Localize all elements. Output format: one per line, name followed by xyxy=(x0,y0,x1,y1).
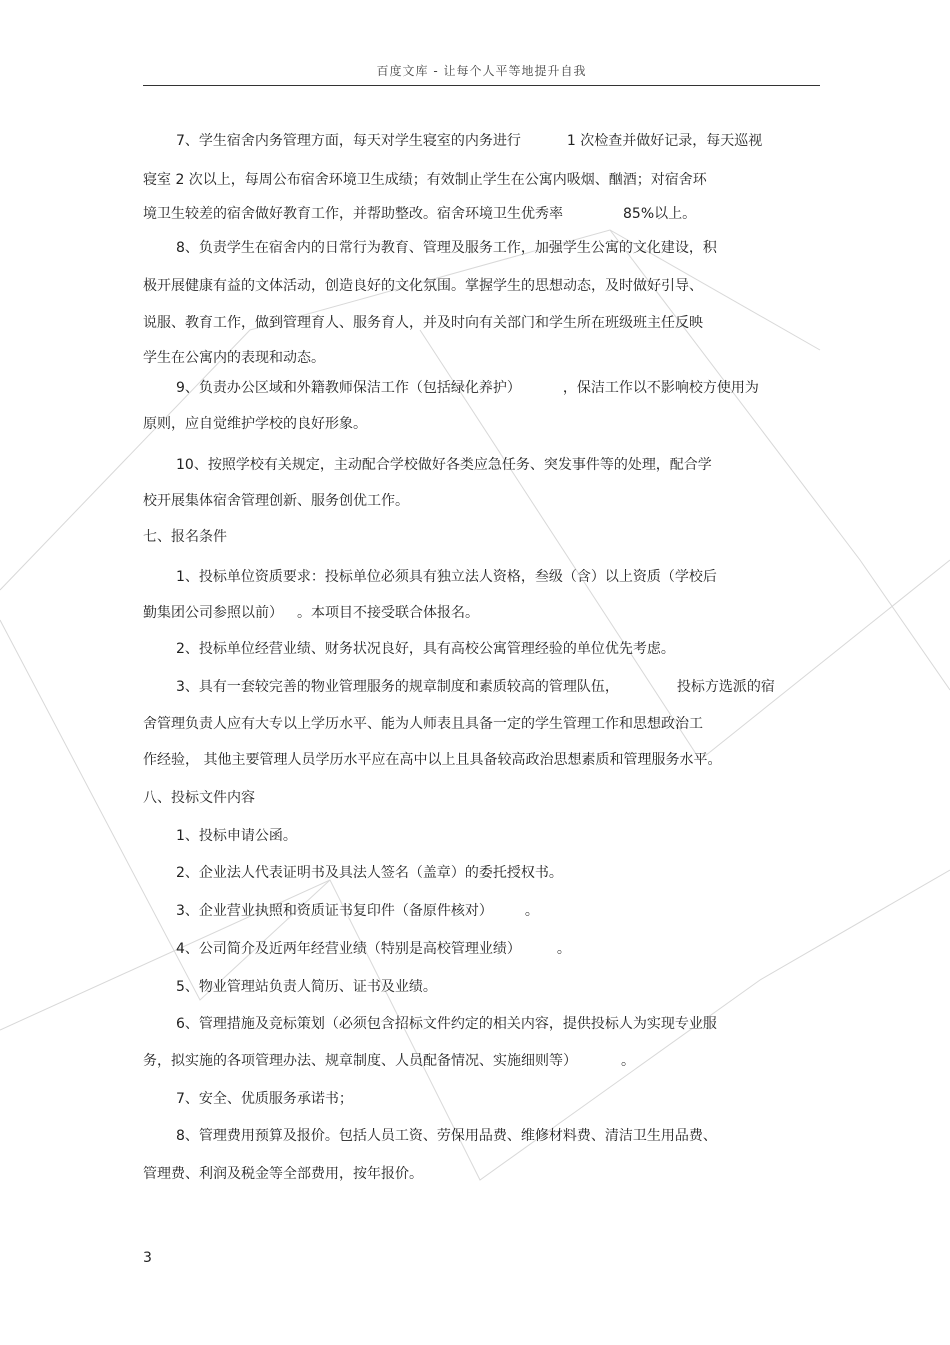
list-item: 7、安全、优质服务承诺书； xyxy=(176,1091,353,1107)
paragraph-line: 原则，应自觉维护学校的良好形象。 xyxy=(143,416,367,432)
paragraph-line: 7、学生宿舍内务管理方面，每天对学生寝室的内务进行 1 次检查并做好记录，每天巡视 xyxy=(176,133,763,149)
paragraph-line: 境卫生较差的宿舍做好教育工作，并帮助整改。宿舍环境卫生优秀率 85%以上。 xyxy=(143,206,697,222)
paragraph-line: 8、负责学生在宿舍内的日常行为教育、管理及服务工作，加强学生公寓的文化建设，积 xyxy=(176,240,717,256)
section-heading: 七、报名条件 xyxy=(143,529,227,545)
paragraph-line: 说服、教育工作，做到管理育人、服务育人，并及时向有关部门和学生所在班级班主任反映 xyxy=(143,315,703,331)
list-item: 2、企业法人代表证明书及具法人签名（盖章）的委托授权书。 xyxy=(176,865,563,881)
section-heading: 八、投标文件内容 xyxy=(143,790,255,806)
paragraph-line: 3、具有一套较完善的物业管理服务的规章制度和素质较高的管理队伍， 投标方选派的宿 xyxy=(176,679,775,695)
paragraph-line: 学生在公寓内的表现和动态。 xyxy=(143,350,325,366)
paragraph-line: 勤集团公司参照以前） 。本项目不接受联合体报名。 xyxy=(143,605,479,621)
paragraph-line: 9、负责办公区域和外籍教师保洁工作（包括绿化养护） ，保洁工作以不影响校方使用为 xyxy=(176,380,759,396)
paragraph-line: 极开展健康有益的文体活动，创造良好的文化氛围。掌握学生的思想动态，及时做好引导、 xyxy=(143,278,703,294)
paragraph-line: 校开展集体宿舍管理创新、服务创优工作。 xyxy=(143,493,409,509)
header-divider xyxy=(143,85,820,86)
paragraph-line: 1、投标单位资质要求：投标单位必须具有独立法人资格，叁级（含）以上资质（学校后 xyxy=(176,569,717,585)
paragraph-line: 舍管理负责人应有大专以上学历水平、能为人师表且具备一定的学生管理工作和思想政治工 xyxy=(143,716,703,732)
list-item: 8、管理费用预算及报价。包括人员工资、劳保用品费、维修材料费、清洁卫生用品费、 xyxy=(176,1128,717,1144)
list-item: 3、企业营业执照和资质证书复印件（备原件核对） 。 xyxy=(176,903,539,919)
paragraph-line: 管理费、利润及税金等全部费用，按年报价。 xyxy=(143,1166,423,1182)
page-number: 3 xyxy=(143,1250,152,1266)
paragraph-line: 10、按照学校有关规定，主动配合学校做好各类应急任务、突发事件等的处理，配合学 xyxy=(176,457,712,473)
paragraph-line: 作经验， 其他主要管理人员学历水平应在高中以上且具备较高政治思想素质和管理服务水平。 xyxy=(143,752,722,768)
page-header: 百度文库 - 让每个人平等地提升自我 xyxy=(376,64,587,78)
list-item: 6、管理措施及竞标策划（必须包含招标文件约定的相关内容，提供投标人为实现专业服 xyxy=(176,1016,717,1032)
list-item: 4、公司简介及近两年经营业绩（特别是高校管理业绩） 。 xyxy=(176,941,571,957)
paragraph-line: 寝室 2 次以上，每周公布宿舍环境卫生成绩；有效制止学生在公寓内吸烟、酗酒；对宿舍环 xyxy=(143,172,707,188)
paragraph-line: 务，拟实施的各项管理办法、规章制度、人员配备情况、实施细则等） 。 xyxy=(143,1053,635,1069)
paragraph-line: 2、投标单位经营业绩、财务状况良好，具有高校公寓管理经验的单位优先考虑。 xyxy=(176,641,675,657)
list-item: 5、物业管理站负责人简历、证书及业绩。 xyxy=(176,979,437,995)
list-item: 1、投标申请公函。 xyxy=(176,828,297,844)
